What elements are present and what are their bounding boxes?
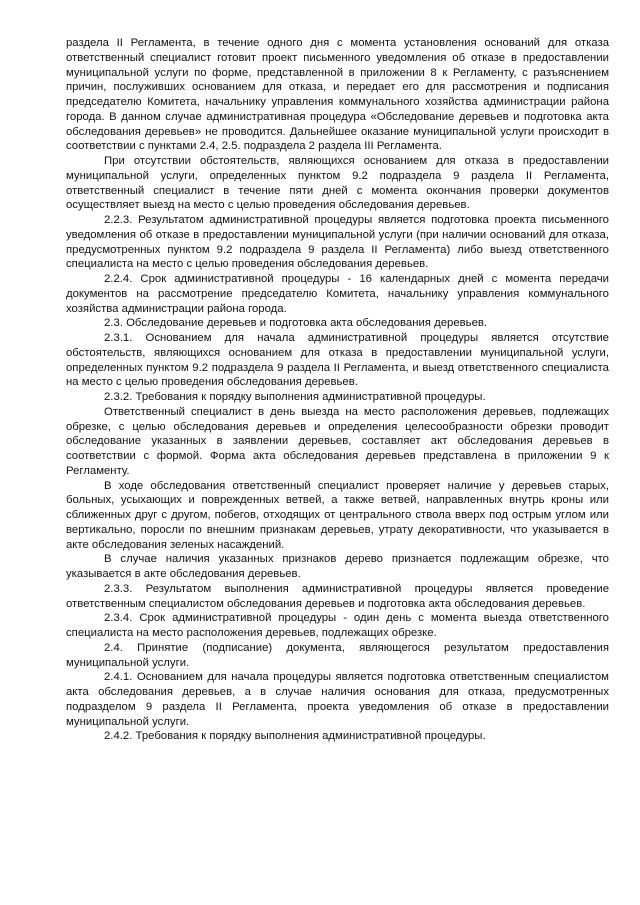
paragraph-refusal-notice: раздела II Регламента, в течение одного дня с момента установления оснований для отказа ответственный специалист готовит проект письменного уведомления об отказе в предоставлении муниципальной услуги по форме, представленной в приложении 8 к Регламенту, с разъяснением причин, послуживших основанием для отказа, и передает его для рассмотрения и подписания председателю Комитета, начальнику управления коммунального хозяйства администрации района города. В данном случае административная процедура «Обследование деревьев и подготовка акта обследования деревьев» не проводится. Дальнейшее оказание муниципальной услуги происходит в соответствии с пунктами 2.4, 2.5. подраздела 2 раздела III Регламента. xyxy=(66,37,609,153)
paragraph-2-3-2: 2.3.2. Требования к порядку выполнения административной процедуры. xyxy=(104,391,486,403)
paragraph-inspection-checks: В ходе обследования ответственный специалист проверяет наличие у деревьев старых, больных, усыхающих и поврежденных ветвей, а также ветвей, направленных внутрь кроны или сближенных друг с другом, побегов, отходящих от центрального ствола вверх под острым углом или вертикально, поросли по внешним признакам деревьев, утрату декоративности, что указывается в акте обследования зеленых насаждений. xyxy=(66,479,609,551)
paragraph-no-grounds-visit: При отсутствии обстоятельств, являющихся основанием для отказа в предоставлении муниципальной услуги, определенных пунктом 9.2 подраздела 9 раздела II Регламента, ответственный специалист в течение пяти дней с момента окончания проверки документов осуществляет выезд на место с целью проведения обследования деревьев. xyxy=(66,155,609,212)
paragraph-pruning-required: В случае наличия указанных признаков дерево признается подлежащим обрезке, что указывается в акте обследования деревьев. xyxy=(66,553,609,580)
section-heading-2-4: 2.4. Принятие (подписание) документа, являющегося результатом предоставления муниципальной услуги. xyxy=(66,641,609,669)
document-page xyxy=(66,36,609,744)
section-heading-2-3: 2.3. Обследование деревьев и подготовка акта обследования деревьев. xyxy=(104,317,488,330)
paragraph-inspection-day: Ответственный специалист в день выезда на место расположения деревьев, подлежащих обрезке, с целью обследования деревьев и определения целесообразности обрезки проводит обследование указанных в заявлении деревьев, составляет акт обследования деревьев в соответствии с формой. Форма акта обследования деревьев представлена в приложении 9 к Регламенту. xyxy=(66,405,609,477)
paragraph-2-2-4: 2.2.4. Срок административной процедуры - 16 календарных дней с момента передачи документов на рассмотрение председателю Комитета, начальнику управления коммунального хозяйства администрации района города. xyxy=(66,273,609,315)
paragraph-2-2-3: 2.2.3. Результатом административной процедуры является подготовка проекта письменного уведомления об отказе в предоставлении муниципальной услуги (при наличии оснований для отказа, предусмотренных пунктом 9.2 подраздела 9 раздела II Регламента) либо выезд ответственного специалиста на место с целью проведения обследования деревьев. xyxy=(66,214,609,271)
paragraph-2-4-1: 2.4.1. Основанием для начала процедуры является подготовка ответственным специалистом акта обследования деревьев, а в случае наличия основания для отказа, предусмотренных подразделом 9 раздела II Регламента, проекта уведомления об отказе в предоставлении муниципальной услуги. xyxy=(66,671,609,728)
paragraph-2-3-1: 2.3.1. Основанием для начала административной процедуры является отсутствие обстоятельств, являющихся основанием для отказа в предоставлении муниципальной услуги, определенных пунктом 9.2 подраздела 9 раздела II Регламента, и выезд ответственного специалиста на место с целью проведения обследования деревьев. xyxy=(66,332,609,389)
paragraph-2-4-2: 2.4.2. Требования к порядку выполнения административной процедуры. xyxy=(104,730,486,743)
paragraph-2-3-3: 2.3.3. Результатом выполнения административной процедуры является проведение ответственным специалистом обследования деревьев и подготовка акта обследования деревьев. xyxy=(66,582,609,610)
paragraph-2-3-4: 2.3.4. Срок административной процедуры - один день с момента выезда ответственного специалиста на место расположения деревьев, подлежащих обрезке. xyxy=(66,612,609,639)
